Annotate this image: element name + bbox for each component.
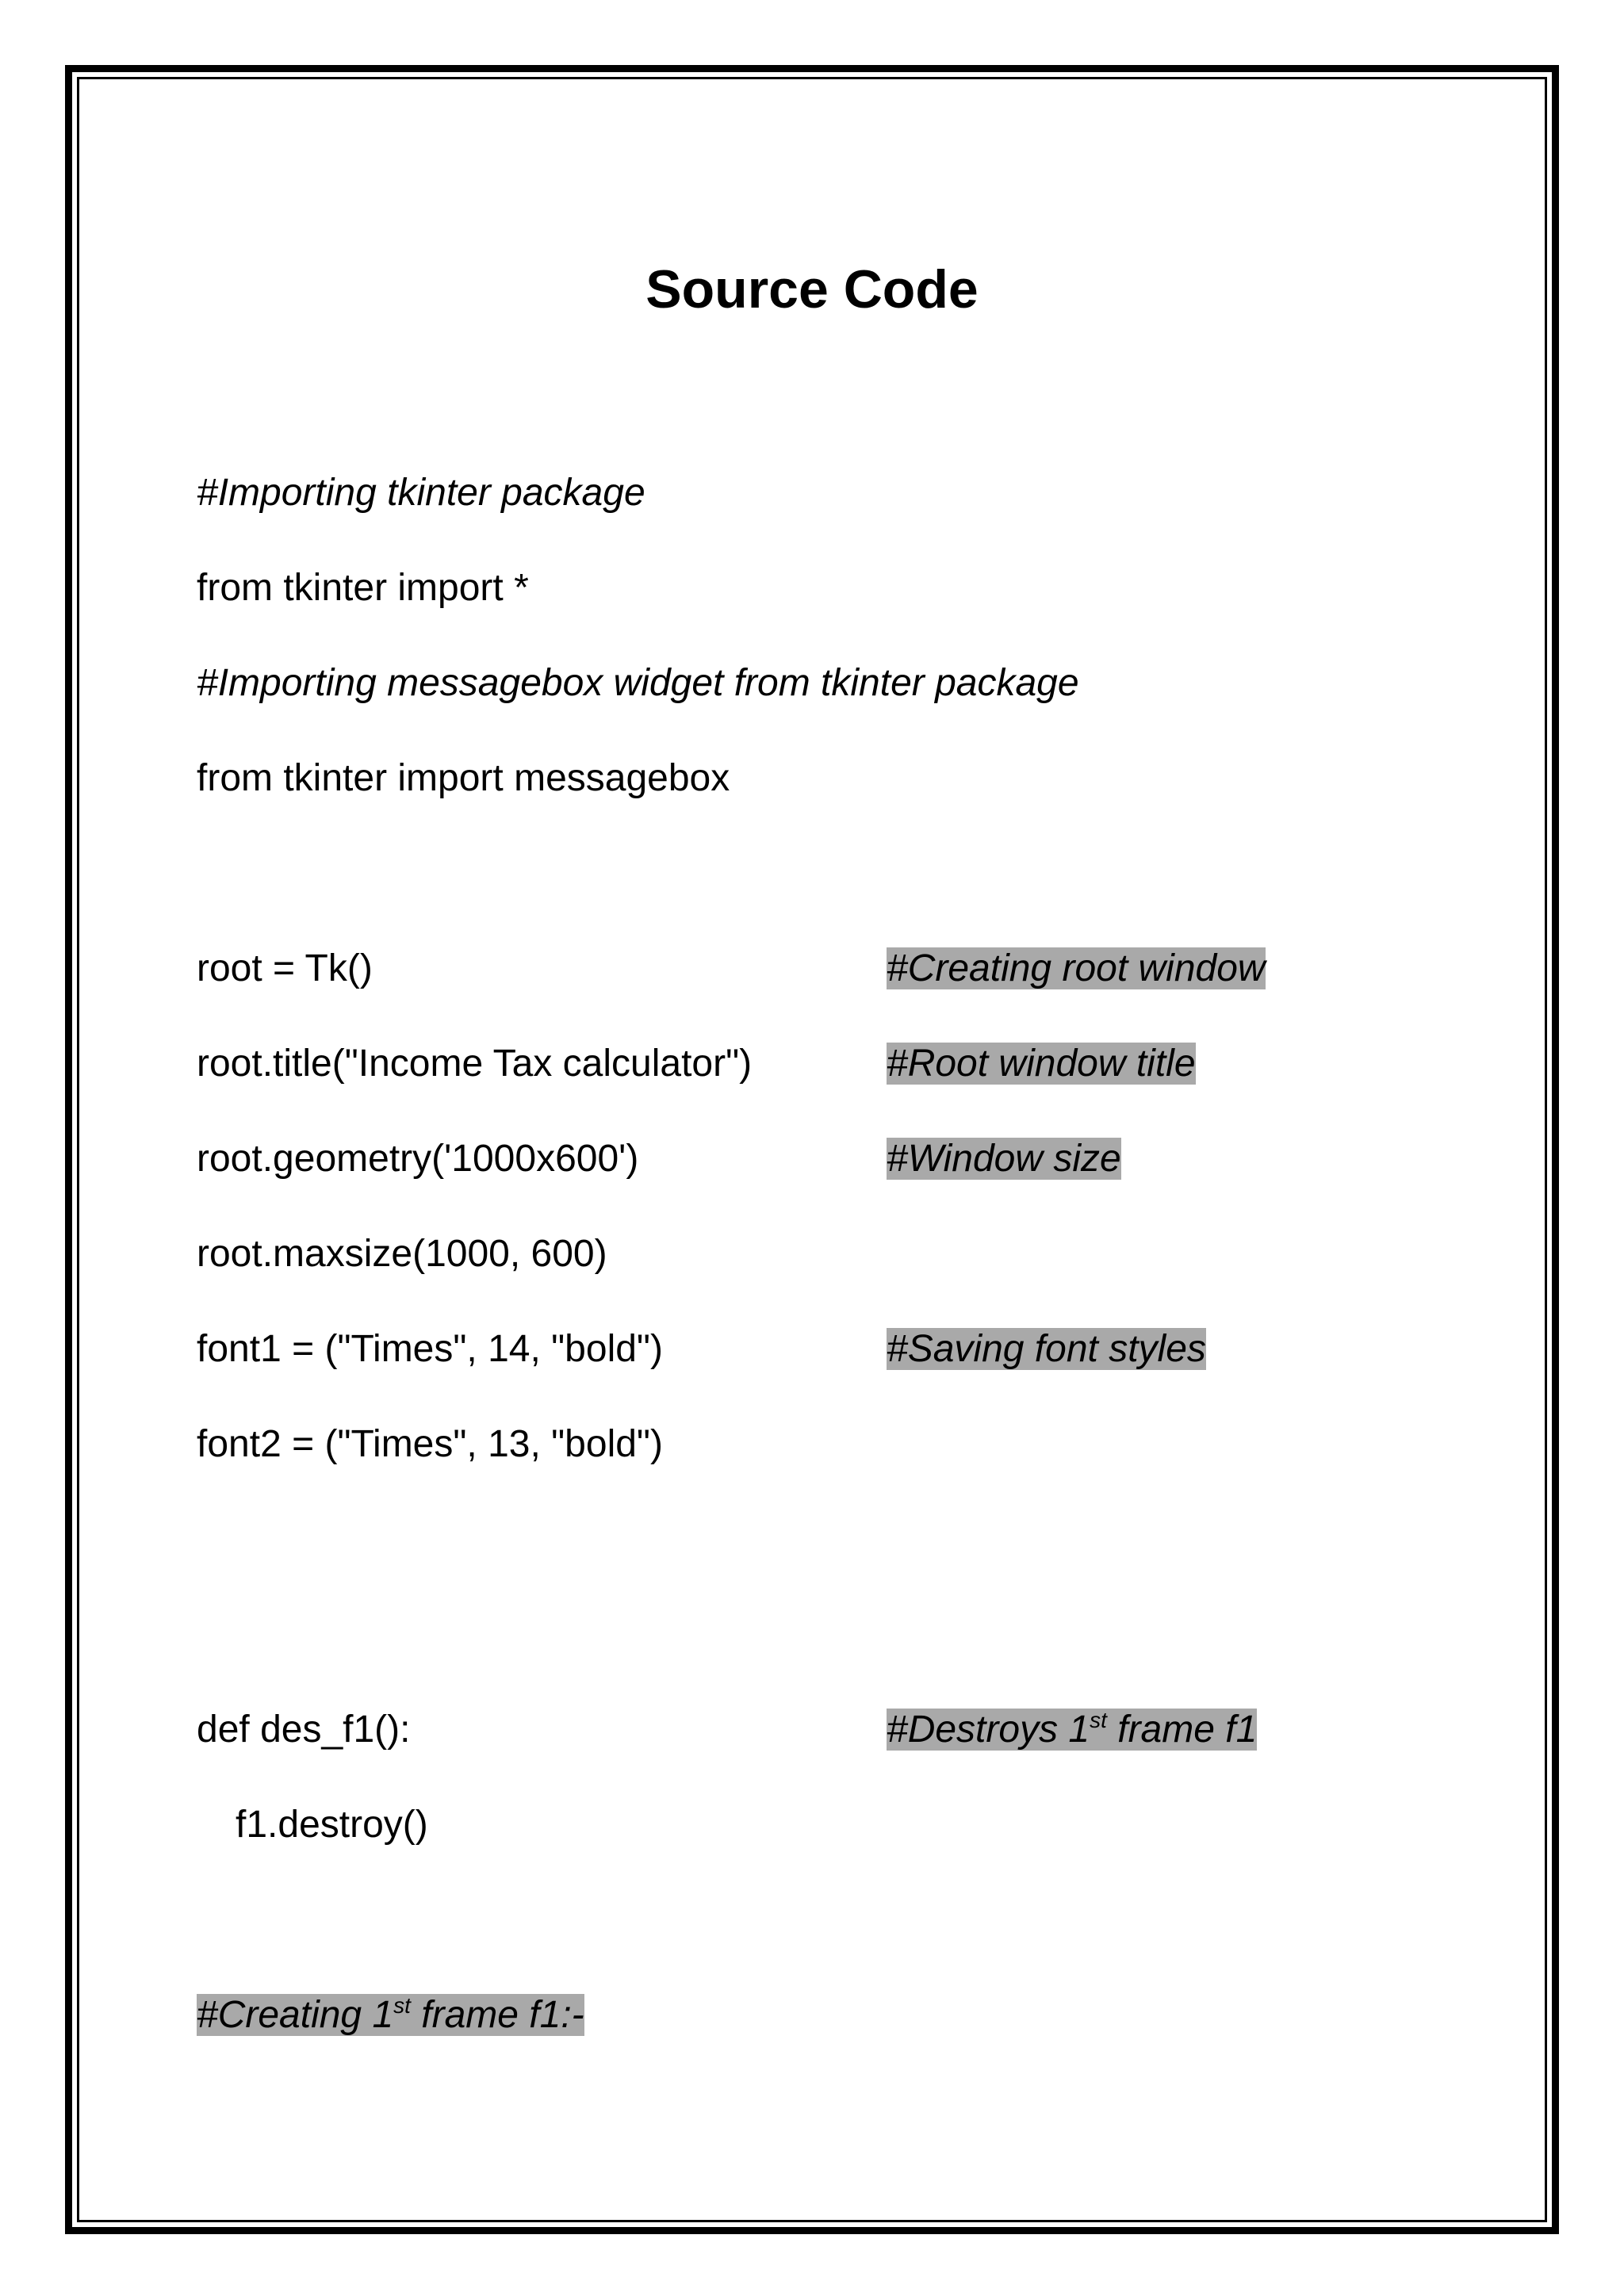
code-line-f1-destroy: f1.destroy() (236, 1804, 428, 1846)
highlighted-comment (197, 1994, 584, 2036)
comment-text: #Destroys 1 (887, 1709, 1090, 1751)
code-line-def-des-f1: def des_f1(): (197, 1709, 411, 1751)
code-comment-root-title (887, 1040, 1196, 1088)
code-comment-import-tkinter: #Importing tkinter package (197, 472, 645, 514)
highlighted-comment: #Window size (887, 1138, 1121, 1180)
code-line-font1: font1 = ("Times", 14, "bold") (197, 1328, 663, 1370)
comment-text: frame f1:- (410, 1994, 584, 2036)
ordinal-suffix: st (393, 1993, 411, 2018)
page-title: Source Code (645, 259, 979, 320)
code-line-root-title: root.title("Income Tax calculator") (197, 1043, 753, 1085)
code-line-root-maxsize: root.maxsize(1000, 600) (197, 1233, 607, 1275)
comment-text: frame f1 (1106, 1709, 1258, 1751)
code-line-root-tk: root = Tk() (197, 947, 373, 989)
code-line-import-star: from tkinter import * (197, 567, 529, 609)
highlighted-comment: #Creating root window (887, 947, 1266, 989)
code-comment-import-messagebox: #Importing messagebox widget from tkinter package (197, 662, 1079, 704)
code-line-font2: font2 = ("Times", 13, "bold") (197, 1423, 663, 1465)
highlighted-comment (887, 1709, 1257, 1751)
comment-text: #Creating 1 (197, 1994, 394, 2036)
code-comment-window-size (887, 1135, 1121, 1183)
code-comment-destroys-frame (887, 1706, 1257, 1754)
code-line-root-geometry: root.geometry('1000x600') (197, 1138, 639, 1180)
highlighted-comment: #Saving font styles (887, 1328, 1206, 1370)
code-line-import-messagebox: from tkinter import messagebox (197, 757, 730, 799)
code-comment-font-styles (887, 1326, 1206, 1373)
code-comment-creating-frame (197, 1992, 584, 2039)
highlighted-comment: #Root window title (887, 1043, 1196, 1085)
ordinal-suffix: st (1090, 1708, 1107, 1732)
code-comment-creating-root (887, 945, 1266, 993)
